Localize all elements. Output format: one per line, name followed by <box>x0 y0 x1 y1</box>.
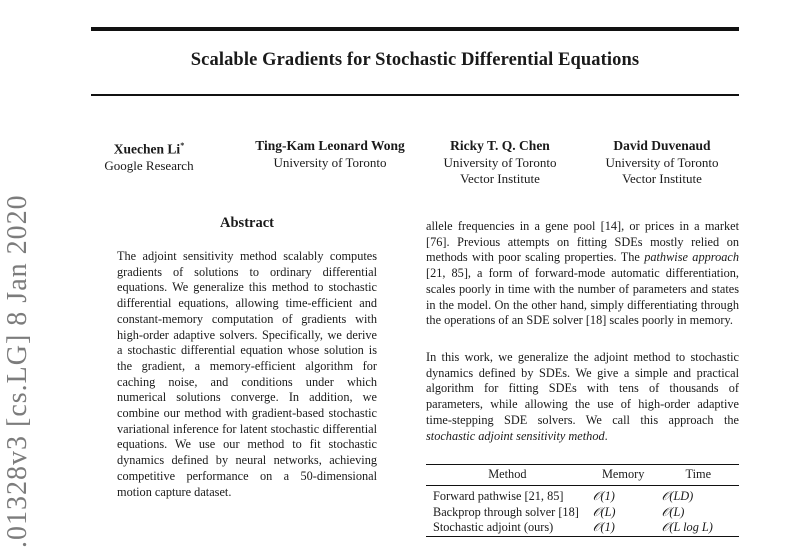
col-time-header: Time <box>685 467 712 481</box>
col-memory-header: Memory <box>602 467 645 481</box>
paper-title: Scalable Gradients for Stochastic Differential Equations <box>190 50 640 70</box>
time-cell: 𝒪(L log L) <box>661 520 713 534</box>
table-row <box>426 486 739 505</box>
memory-cell: 𝒪(1) <box>592 489 615 503</box>
author-affiliation-2: Vector Institute <box>622 171 702 186</box>
author-affiliation-2: Vector Institute <box>460 171 540 186</box>
arxiv-identifier-stamp: .01328v3 [cs.LG] 8 Jan 2020 <box>2 194 33 548</box>
method-cell: Forward pathwise [21, 85] <box>433 489 564 503</box>
table-header-row <box>426 465 739 486</box>
table-row <box>426 520 739 536</box>
time-cell: 𝒪(L) <box>661 504 685 519</box>
memory-cell: 𝒪(1) <box>592 520 615 534</box>
abstract-heading: Abstract <box>220 215 274 231</box>
emphasis-pathwise: pathwise approach <box>644 250 739 265</box>
table-row <box>426 505 739 521</box>
author-name: David Duvenaud <box>613 138 711 153</box>
emphasis-method-name: stochastic adjoint sensitivity method <box>426 428 605 443</box>
author-affiliation: University of Toronto <box>443 154 557 170</box>
author-block-4 <box>588 138 736 188</box>
intro-paragraph-1: allele frequencies in a gene pool [14], or prices in a market [76]. Previous attempts on fitting SDEs mostly relied on methods with poor scaling properties. The pathwise approach [21, 85], a form of forward-mode automatic differentiation, scales poorly in time with the number of parameters and states in the model. On the other hand, simply differentiating through the operations of an SDE solver [18] scales poorly in memory. <box>426 219 739 328</box>
author-block-2 <box>237 138 423 171</box>
author-affiliation: Google Research <box>104 158 194 173</box>
method-cell: Backprop through solver [18] <box>433 504 579 519</box>
method-cell: Stochastic adjoint (ours) <box>433 520 554 534</box>
author-name: Ting-Kam Leonard Wong <box>255 138 405 153</box>
author-name: Ricky T. Q. Chen <box>450 138 550 153</box>
abstract-body: The adjoint sensitivity method scalably computes gradients of solutions to ordinary differential equations. We generalize this method to stochastic differential equations, allowing time-efficient and constant-memory computation of gradients with high-order adaptive solvers. Specifically, we derive a stochastic differential equation whose solution is the gradient, a memory-efficient algorithm for caching noise, and conditions under which numerical solutions converge. In addition, we combine our method with gradient-based stochastic variational inference for latent stochastic differential equations. We use our method to fit stochastic dynamics defined by neural networks, achieving competitive performance on a 50-dimensional motion capture dataset. <box>117 249 377 499</box>
intro-paragraph-2: In this work, we generalize the adjoint method to stochastic dynamics defined by SDEs. We give a simple and practical algorithm for fitting SDEs with tens of thousands of parameters, while allowing the use of high-order adaptive time-stepping SDE solvers. We call this approach the stochastic adjoint sensitivity method. <box>426 350 739 443</box>
memory-cell: 𝒪(L) <box>592 504 616 519</box>
author-name: Xuechen Li* <box>113 141 185 157</box>
col-method-header: Method <box>488 467 527 481</box>
author-block-3 <box>427 138 573 188</box>
time-cell: 𝒪(LD) <box>661 489 694 503</box>
author-affiliation: University of Toronto <box>273 154 387 170</box>
complexity-table <box>426 464 739 537</box>
title-bottom-rule <box>91 94 739 96</box>
author-affiliation: University of Toronto <box>605 154 719 170</box>
author-block-1 <box>98 138 200 175</box>
title-top-rule <box>91 27 739 31</box>
